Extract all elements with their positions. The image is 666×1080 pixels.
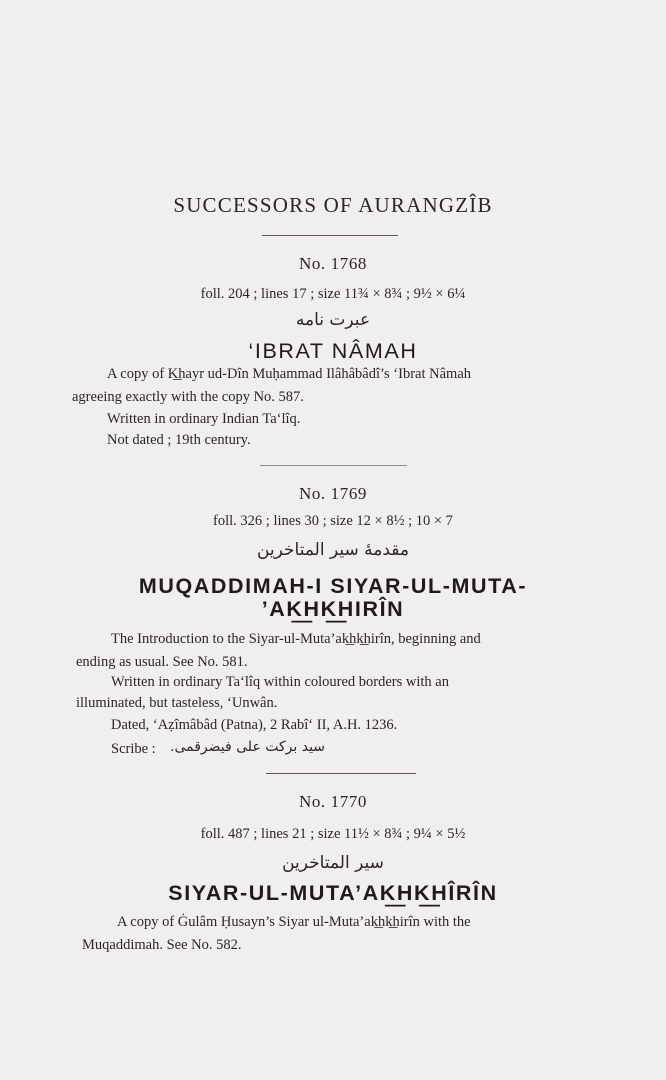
entry-arabic-title: سیر المتاخرین bbox=[282, 853, 384, 873]
entry-number: No. 1768 bbox=[298, 254, 368, 273]
entry-line: Not dated ; 19th century. bbox=[107, 432, 251, 448]
entry-line: A copy of Ġulâm Ḥusayn’s Siyar ul-Muta’ak͟hk͟hirîn with the bbox=[117, 914, 471, 930]
entry-line: Written in ordinary Ta‘lîq within coloured borders with an bbox=[111, 674, 449, 690]
entry-divider bbox=[260, 465, 407, 466]
entry-line: Muqaddimah. See No. 582. bbox=[82, 937, 242, 953]
heading-rule bbox=[262, 235, 398, 236]
scribe-label: Scribe : bbox=[111, 741, 156, 757]
scribe-name-arabic: سید برکت علی فیضرقمی. bbox=[170, 739, 326, 755]
entry-line: agreeing exactly with the copy No. 587. bbox=[72, 389, 304, 405]
entry-line: illuminated, but tasteless, ‘Unwân. bbox=[76, 695, 278, 711]
entry-collation: foll. 326 ; lines 30 ; size 12 × 8½ ; 10 × 7 bbox=[213, 513, 453, 529]
entry-line: Dated, ‘Aẓîmâbâd (Patna), 2 Rabî‘ II, A.H. 1236. bbox=[111, 717, 398, 733]
entry-line: Written in ordinary Indian Ta‘lîq. bbox=[107, 411, 301, 427]
entry-divider bbox=[266, 773, 416, 774]
entry-arabic-title: عبرت نامه bbox=[295, 310, 371, 330]
entry-line: ending as usual. See No. 581. bbox=[76, 654, 248, 670]
entry-title-line-1: MUQADDIMAH-I SIYAR-UL-MUTA- bbox=[138, 574, 528, 598]
entry-title-line-2: ’AK͟HK͟HIRÎN bbox=[261, 597, 405, 621]
entry-collation: foll. 204 ; lines 17 ; size 11¾ × 8¾ ; 9½ × 6¼ bbox=[200, 286, 466, 302]
entry-number: No. 1769 bbox=[298, 484, 368, 503]
entry-title: SIYAR-UL-MUTA’AK͟HK͟HÎRÎN bbox=[168, 881, 498, 905]
page-heading: SUCCESSORS OF AURANGZÎB bbox=[173, 193, 493, 217]
entry-line: A copy of K͟hayr ud-Dîn Muḥammad Ilâhâbâdî’s ‘Ibrat Nâmah bbox=[107, 366, 472, 382]
entry-line: The Introduction to the Siyar-ul-Muta’ak͟hk͟hirîn, beginning and bbox=[111, 631, 481, 647]
entry-arabic-title: مقدمهٔ سیر المتاخرین bbox=[256, 540, 409, 560]
entry-collation: foll. 487 ; lines 21 ; size 11½ × 8¾ ; 9¼ × 5½ bbox=[200, 826, 466, 842]
entry-number: No. 1770 bbox=[298, 792, 368, 811]
entry-title: ‘IBRAT NÂMAH bbox=[248, 339, 418, 363]
